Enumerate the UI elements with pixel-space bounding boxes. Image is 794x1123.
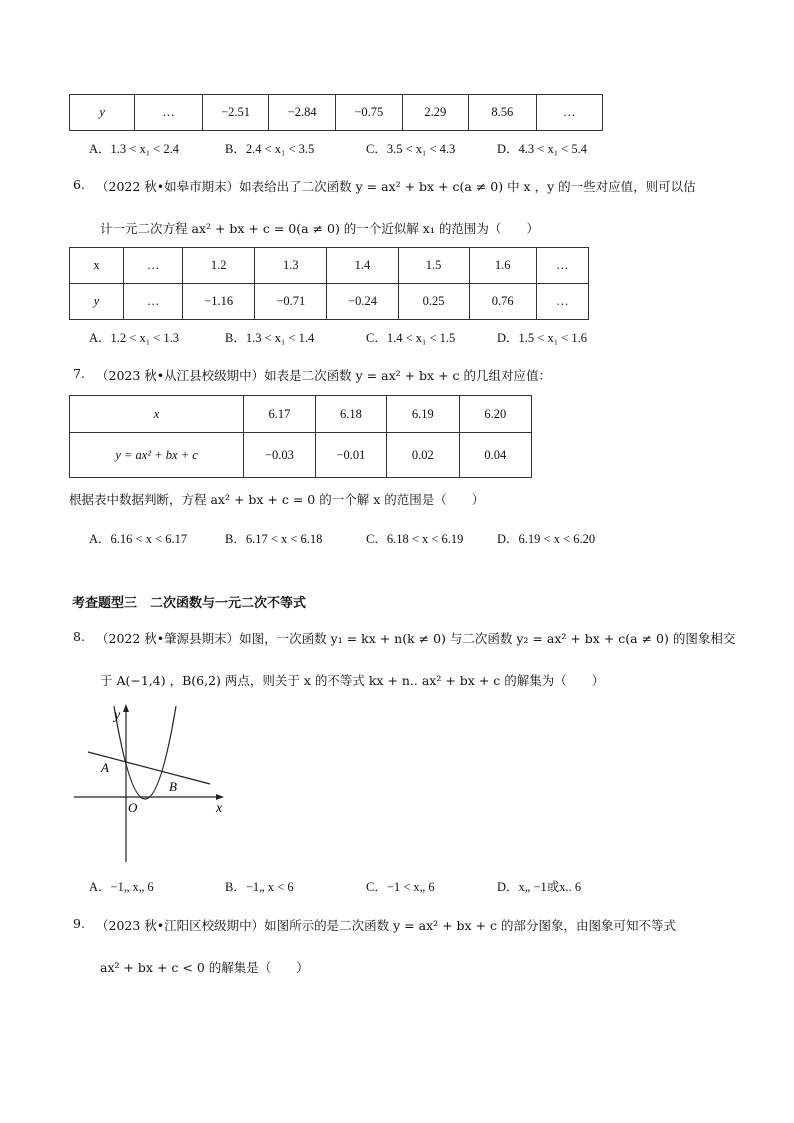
q5-value-table xyxy=(69,94,603,131)
x-axis-label: x xyxy=(216,801,223,816)
choice-a[interactable]: A．−1„ x„ 6 xyxy=(89,880,154,894)
point-a-label: A xyxy=(101,760,109,775)
table-cell: −2.51 xyxy=(202,95,269,131)
choice-c[interactable]: C．6.18 < x < 6.19 xyxy=(366,532,464,546)
question-text: （2022 秋•如皋市期末）如表给出了二次函数 y = ax² + bx + c(a ≠ 0) 中 x ，y 的一些对应值，则可以估 xyxy=(96,179,696,194)
table-cell: 6.20 xyxy=(459,396,531,433)
x-axis-arrow xyxy=(216,794,224,800)
table-cell: −2.84 xyxy=(269,95,336,131)
table-row-label: y xyxy=(70,95,135,131)
table-cell: −0.03 xyxy=(244,433,316,478)
question-number: 9. xyxy=(73,916,85,931)
question-number: 7. xyxy=(73,366,85,381)
parabola-curve xyxy=(114,706,176,799)
y-axis-label: y xyxy=(114,708,121,723)
table-cell: 0.04 xyxy=(459,433,531,478)
table-row-label: x xyxy=(70,396,244,433)
table-cell: 6.17 xyxy=(244,396,316,433)
choice-d[interactable]: D．6.19 < x < 6.20 xyxy=(497,532,596,546)
table-cell: 1.4 xyxy=(327,248,398,284)
choice-d[interactable]: D．1.5 < x₁ < 1.6 xyxy=(497,331,587,345)
question-text: ax² + bx + c < 0 的解集是（ ） xyxy=(100,960,309,975)
q8-graph xyxy=(70,702,230,867)
choice-c[interactable]: C．3.5 < x₁ < 4.3 xyxy=(366,142,456,156)
q6-value-table xyxy=(69,247,589,320)
table-cell: … xyxy=(124,284,183,320)
table-cell: 2.29 xyxy=(402,95,469,131)
table-cell: … xyxy=(536,95,602,131)
question-text: （2023 秋•从江县校级期中）如表是二次函数 y = ax² + bx + c 的几组对应值： xyxy=(96,368,551,383)
question-text: （2023 秋•江阳区校级期中）如图所示的是二次函数 y = ax² + bx + c 的部分图象，由图象可知不等式 xyxy=(96,918,676,933)
origin-label: O xyxy=(128,800,138,815)
table-cell: 8.56 xyxy=(469,95,537,131)
table-cell: 6.19 xyxy=(387,396,459,433)
table-cell: 0.76 xyxy=(469,284,536,320)
choice-a[interactable]: A．6.16 < x < 6.17 xyxy=(89,532,188,546)
table-cell: −0.75 xyxy=(335,95,402,131)
table-cell: −1.16 xyxy=(183,284,255,320)
question-text: （2022 秋•肇源县期末）如图，一次函数 y₁ = kx + n(k ≠ 0) 与二次函数 y₂ = ax² + bx + c(a ≠ 0) 的图象相交 xyxy=(96,631,736,646)
question-number: 6. xyxy=(73,177,85,192)
table-cell: … xyxy=(124,248,183,284)
table-cell: 1.2 xyxy=(183,248,255,284)
question-text: 于 A(−1,4) ，B(6,2) 两点，则关于 x 的不等式 kx + n.. ax² + bx + c 的解集为（ ） xyxy=(100,673,605,688)
table-row-label: x xyxy=(70,248,124,284)
choice-b[interactable]: B．6.17 < x < 6.18 xyxy=(225,532,323,546)
choice-a[interactable]: A．1.2 < x₁ < 1.3 xyxy=(89,331,179,345)
choice-d[interactable]: D．x„ −1或x.. 6 xyxy=(497,880,582,894)
choice-c[interactable]: C．−1 < x„ 6 xyxy=(366,880,435,894)
table-cell: … xyxy=(536,284,588,320)
question-text: 计一元二次方程 ax² + bx + c = 0(a ≠ 0) 的一个近似解 x₁ 的范围为（ ） xyxy=(100,221,539,236)
point-b-label: B xyxy=(169,779,177,794)
table-cell: 0.25 xyxy=(398,284,469,320)
section-heading: 考查题型三 二次函数与一元二次不等式 xyxy=(72,596,307,611)
choice-b[interactable]: B．−1„ x < 6 xyxy=(225,880,294,894)
choice-b[interactable]: B．1.3 < x₁ < 1.4 xyxy=(225,331,315,345)
q7-value-table xyxy=(69,395,532,478)
choice-c[interactable]: C．1.4 < x₁ < 1.5 xyxy=(366,331,456,345)
table-row-label: y = ax² + bx + c xyxy=(70,433,244,478)
table-cell: −0.01 xyxy=(315,433,387,478)
table-cell: 6.18 xyxy=(315,396,387,433)
table-cell: 1.5 xyxy=(398,248,469,284)
table-cell: … xyxy=(135,95,202,131)
choice-a[interactable]: A．1.3 < x₁ < 2.4 xyxy=(89,142,179,156)
question-text: 根据表中数据判断，方程 ax² + bx + c = 0 的一个解 x 的范围是（ ） xyxy=(69,492,485,507)
choice-b[interactable]: B．2.4 < x₁ < 3.5 xyxy=(225,142,315,156)
table-cell: 1.3 xyxy=(255,248,327,284)
table-cell: … xyxy=(536,248,588,284)
choice-d[interactable]: D．4.3 < x₁ < 5.4 xyxy=(497,142,587,156)
table-cell: −0.24 xyxy=(327,284,398,320)
table-cell: −0.71 xyxy=(255,284,327,320)
table-cell: 0.02 xyxy=(387,433,459,478)
table-cell: 1.6 xyxy=(469,248,536,284)
y-axis-arrow xyxy=(123,704,129,712)
table-row-label: y xyxy=(70,284,124,320)
question-number: 8. xyxy=(73,629,85,644)
